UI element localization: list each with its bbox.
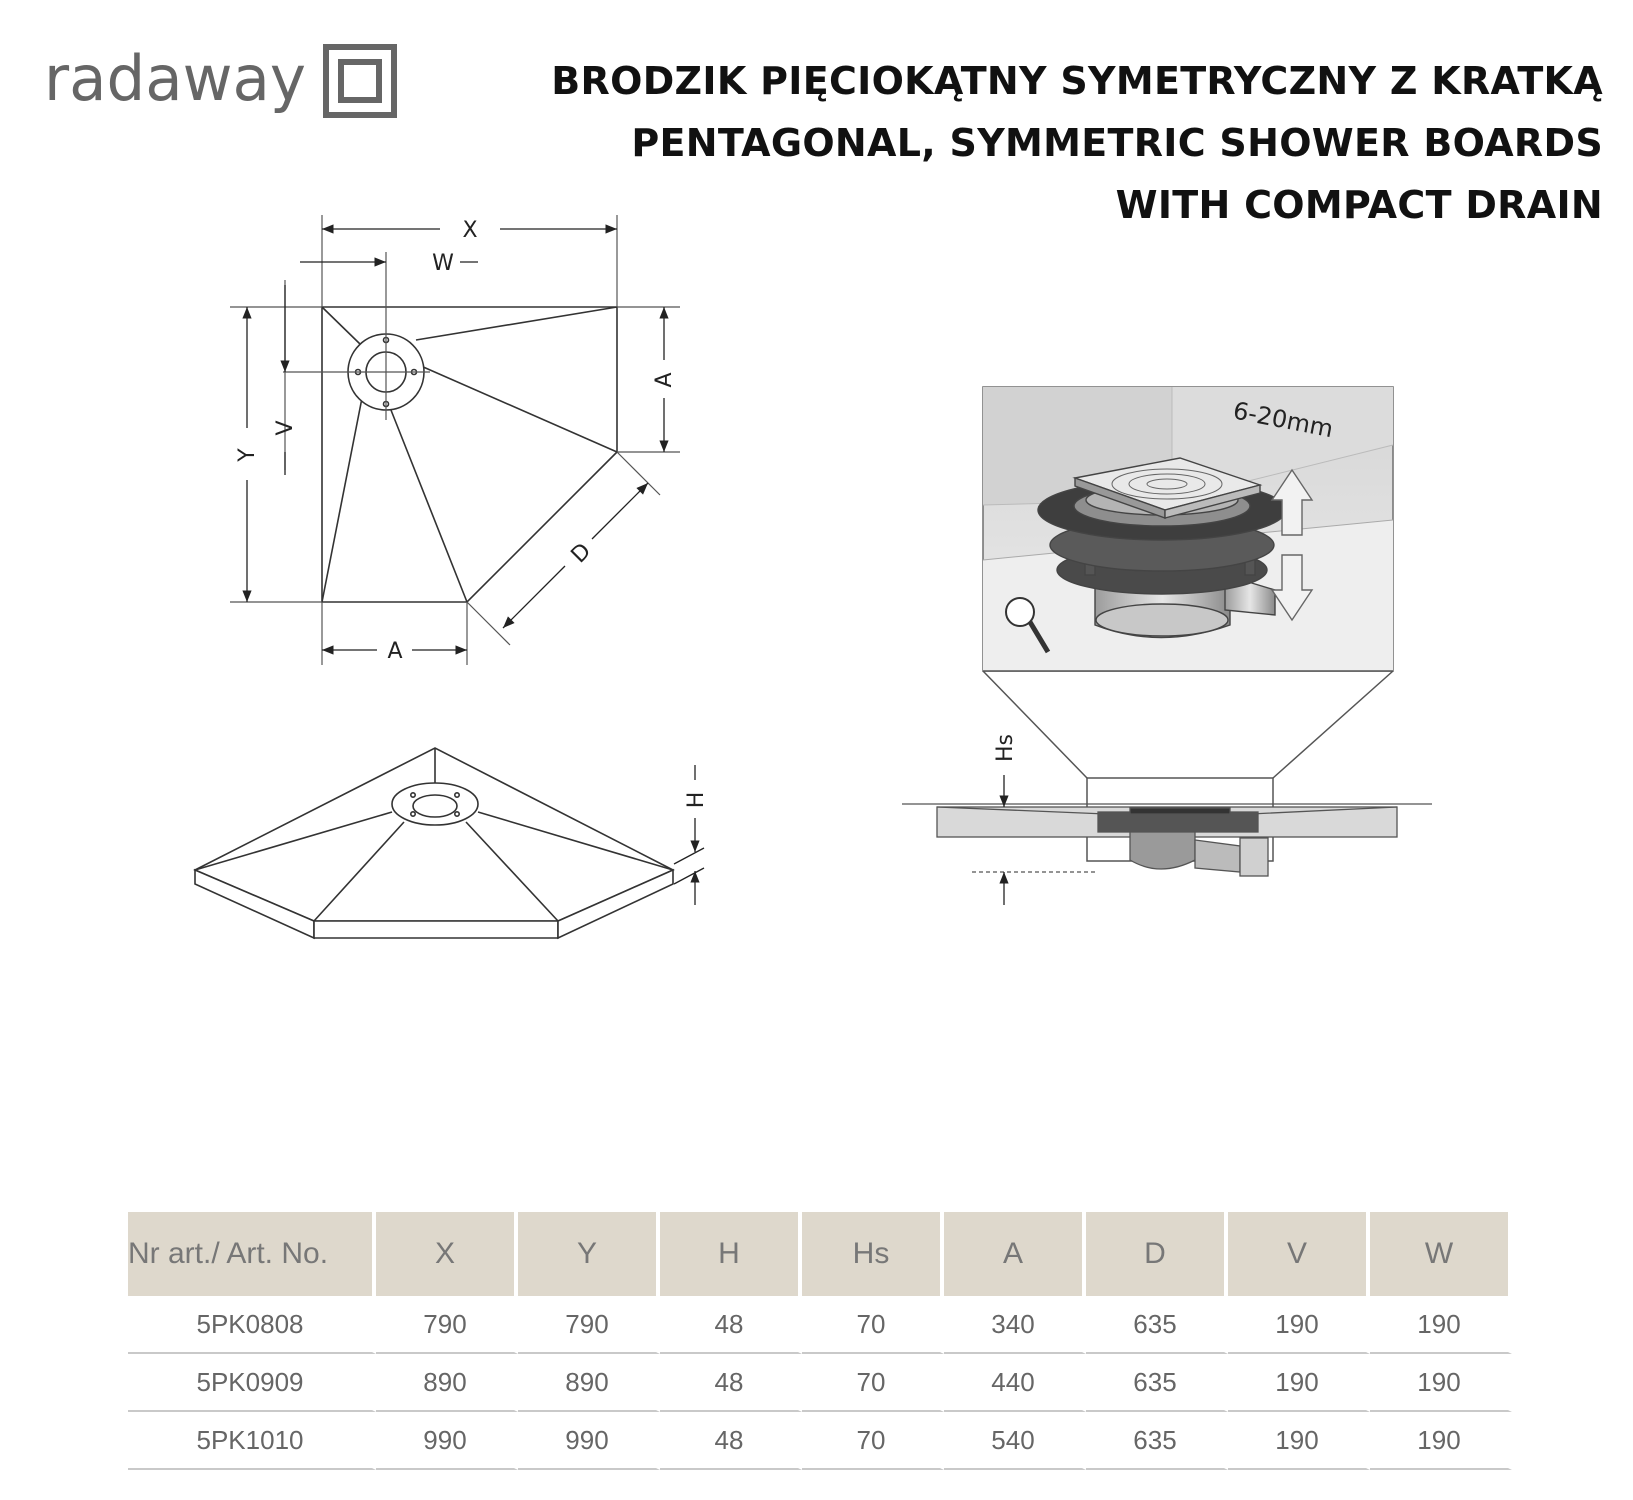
header-v: V <box>1228 1212 1370 1296</box>
cell-art-no: 5PK0808 <box>128 1296 376 1354</box>
side-view <box>195 748 709 938</box>
cell-v: 190 <box>1228 1296 1370 1354</box>
header-d: D <box>1086 1212 1228 1296</box>
cell-w: 190 <box>1370 1296 1512 1354</box>
cell-v: 190 <box>1228 1354 1370 1412</box>
dim-label-v: V <box>273 420 298 436</box>
dim-label-a-right: A <box>652 372 677 388</box>
cell-hs: 70 <box>802 1296 944 1354</box>
top-view <box>230 215 680 665</box>
cell-art-no: 5PK1010 <box>128 1412 376 1470</box>
cell-a: 340 <box>944 1296 1086 1354</box>
cell-d: 635 <box>1086 1412 1228 1470</box>
adjust-range-label: 6-20mm <box>1230 396 1336 444</box>
title-line-english-1: PENTAGONAL, SYMMETRIC SHOWER BOARDS <box>631 121 1603 165</box>
dim-label-w: W <box>432 251 454 276</box>
header-h: H <box>660 1212 802 1296</box>
cell-hs: 70 <box>802 1412 944 1470</box>
tray-top <box>195 748 673 921</box>
table-row <box>128 1412 1512 1470</box>
header-x: X <box>376 1212 518 1296</box>
dim-line-d-top <box>592 483 648 539</box>
cell-h: 48 <box>660 1354 802 1412</box>
dim-label-y: Y <box>235 448 260 462</box>
table-row <box>128 1354 1512 1412</box>
cell-w: 190 <box>1370 1412 1512 1470</box>
cell-h: 48 <box>660 1296 802 1354</box>
title-line-polish: BRODZIK PIĘCIOKĄTNY SYMETRYCZNY Z KRATKĄ <box>551 59 1603 103</box>
header-a: A <box>944 1212 1086 1296</box>
cell-x: 990 <box>376 1412 518 1470</box>
dim-label-h: H <box>684 791 709 809</box>
logo-wordmark: radaway <box>44 44 306 115</box>
title-line-english-2: WITH COMPACT DRAIN <box>1115 183 1603 227</box>
dim-label-x: X <box>462 218 478 243</box>
cell-h: 48 <box>660 1412 802 1470</box>
cell-w: 190 <box>1370 1354 1512 1412</box>
cell-art-no: 5PK0909 <box>128 1354 376 1412</box>
table-header-row <box>128 1212 1512 1296</box>
header-art-no: Nr art./ Art. No. <box>128 1212 376 1296</box>
cell-y: 990 <box>518 1412 660 1470</box>
table-row <box>128 1296 1512 1354</box>
specification-table <box>128 1212 1512 1470</box>
cell-x: 790 <box>376 1296 518 1354</box>
cell-x: 890 <box>376 1354 518 1412</box>
header-y: Y <box>518 1212 660 1296</box>
cell-hs: 70 <box>802 1354 944 1412</box>
dim-label-d: D <box>566 538 597 569</box>
dim-line-d-bottom <box>503 566 565 628</box>
dim-label-a-bottom: A <box>387 639 403 664</box>
cell-d: 635 <box>1086 1354 1228 1412</box>
cell-a: 540 <box>944 1412 1086 1470</box>
cell-v: 190 <box>1228 1412 1370 1470</box>
header-hs: Hs <box>802 1212 944 1296</box>
tray-front-mid <box>314 921 558 938</box>
cell-d: 635 <box>1086 1296 1228 1354</box>
drain-detail <box>902 387 1432 905</box>
dim-label-hs: Hs <box>993 733 1018 763</box>
cell-y: 790 <box>518 1296 660 1354</box>
cell-y: 890 <box>518 1354 660 1412</box>
header-w: W <box>1370 1212 1512 1296</box>
floor-section <box>902 804 1432 876</box>
cell-a: 440 <box>944 1354 1086 1412</box>
